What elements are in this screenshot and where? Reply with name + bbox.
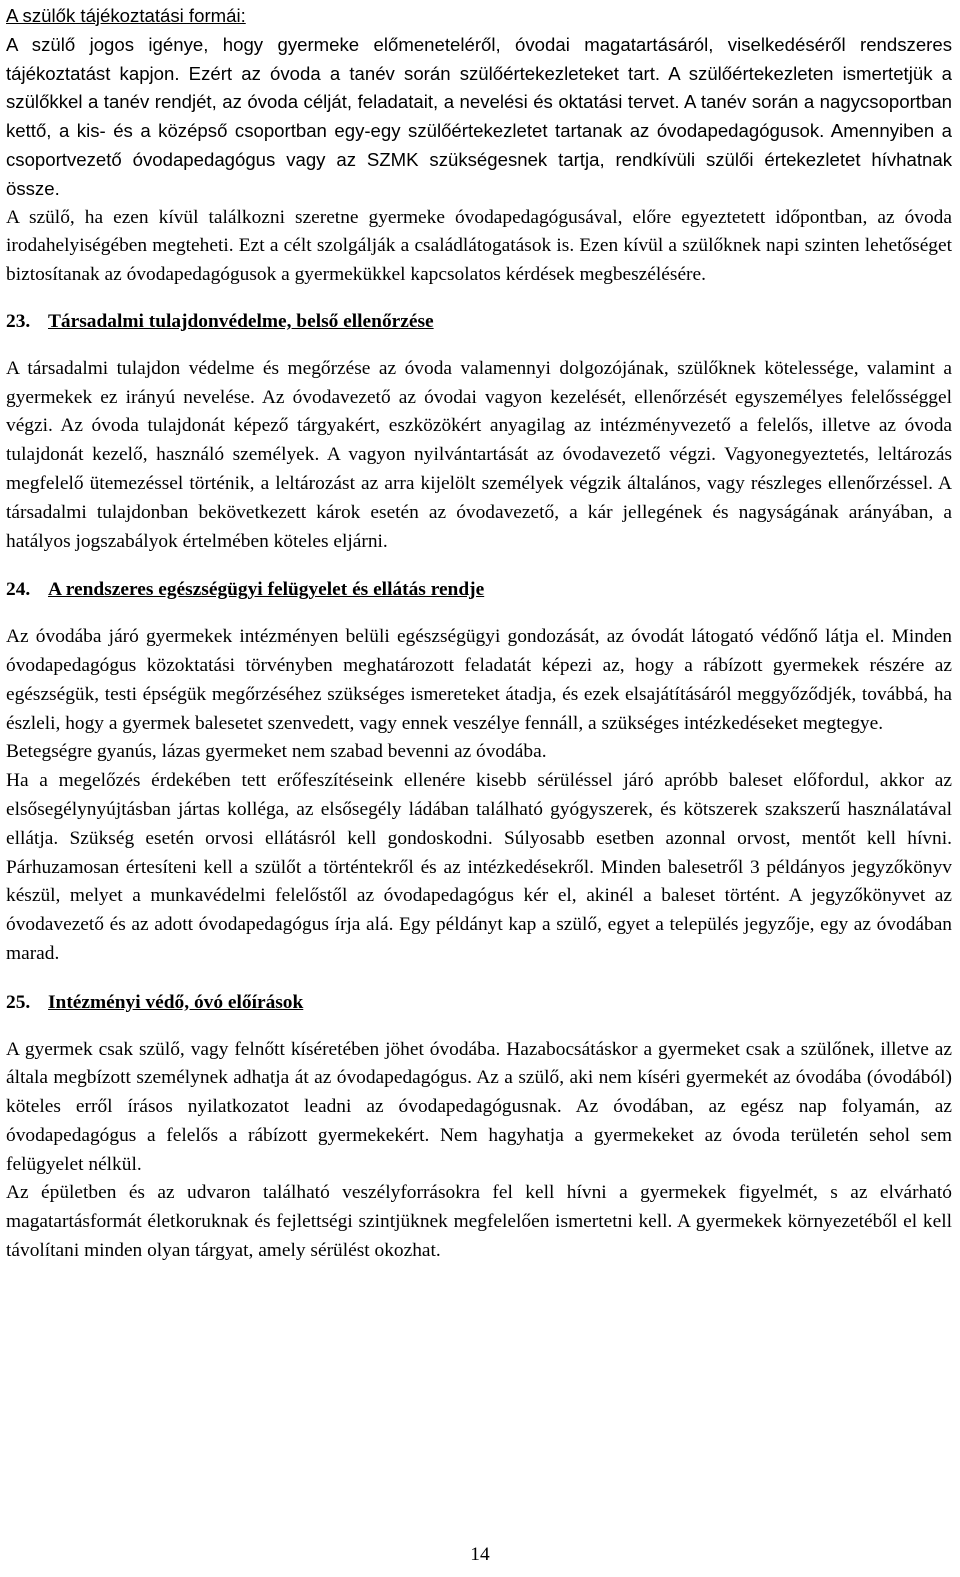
section-heading-23: 23. Társadalmi tulajdonvédelme, belső ellenőrzése <box>6 310 434 332</box>
page-number: 14 <box>470 1544 490 1565</box>
section-23-paragraph-1: A társadalmi tulajdon védelme és megőrzése az óvoda valamennyi dolgozójának, szülőknek kötelessége, valamint a gyermekek ez irányú nevelése. Az óvodavezető az óvodai vagyon kezelését, ellenőrzését egyszemélyes felelősséggel végzi. Az óvoda tulajdonát képező tárgyakért, eszközökért anyagilag az intézményvezető a felelős, illetve az óvoda tulajdonát kezelő, használó személyek. A vagyon nyilvántartását az óvodavezető végzi. Vagyonegyeztetés, leltározás megfelelő ütemezéssel történik, a leltározást az arra kijelölt személyek végzik általános, vagy részleges ellenőrzéssel. A társadalmi tulajdonban bekövetkezett károk esetén az óvodavezető, a kár jellegének és nagyságának arányában, a hatályos jogszabályok értelmében köteles eljárni. <box>6 357 952 552</box>
intro-title: A szülők tájékoztatási formái: <box>6 5 246 26</box>
section-heading-25: 25. Intézményi védő, óvó előírások <box>6 991 304 1013</box>
section-24-paragraph-3: Ha a megelőzés érdekében tett erőfeszítéseink ellenére kisebb sérüléssel járó apróbb baleset előfordul, akkor az elsősegélynyújtásban jártas kollégа, az elsősegély ládában található gyógyszerek, és kötszerek szakszerű használatával ellátja. Szükség esetén orvosi ellátásról kell gondoskodni. Súlyosabb esetben azonnal orvost, mentőt kell hívni. Párhuzamosan értesíteni kell a szülőt a történtekről és az intézkedésekről. Minden balesetről 3 példányos jegyzőkönyv készül, melyet a munkavédelmi felelőstől az óvodapedagógus kér el, akinél a baleset történt. A jegyzőkönyvet az óvodavezető és az adott óvodapedagógus írja alá. Egy példányt kap a szülő, egyet a település jegyzője, egy az óvodában marad. <box>6 770 952 964</box>
section-25-paragraph-2: Az épületben és az udvaron található veszélyforrásokra fel kell hívni a gyermekek figyelmét, s az elvárható magatartásformát életkoruknak és fejlettségi szintjüknek megfelelően ismertetni kell. A gyermekek környezetéből el kell távolítani minden olyan tárgyat, amely sérülést okozhat. <box>6 1182 952 1262</box>
section-heading-24: 24. A rendszeres egészségügyi felügyelet és ellátás rendje <box>6 579 485 601</box>
section-24-paragraph-1: Az óvodába járó gyermekek intézményen belüli egészségügyi gondozását, az óvodát látogató védőnő látja el. Minden óvodapedagógus közoktatási törvényben meghatározott feladatát képezi az, hogy a rábízott gyermekek részére az egészségük, testi épségük megőrzéséhez szükséges ismereteket átadja, és ezek elsajátításáról meggyőződjék, továbbá, ha észleli, hogy a gyermek balesetet szenvedett, vagy ennek veszélye fennáll, a szükséges intézkedéseket megtegye. <box>6 626 952 734</box>
section-24-paragraph-2: Betegségre gyanús, lázas gyermeket nem szabad bevenni az óvodába. <box>6 741 547 763</box>
intro-block <box>6 2 952 204</box>
section-25-paragraph-1: A gyermek csak szülő, vagy felnőtt kíséretében jöhet óvodába. Hazabocsátáskor a gyermeket csak a szülőnek, illetve az általa megbízott személynek adhatja át az óvodapedagógus. Az a szülő, aki nem kíséri gyermekét az óvodába (óvodából) köteles erről írásos nyilatkozatot leadni az óvodapedagógusnak. Az óvodában, az egész nap folyamán, az óvodapedagógus a felelős a rábízott gyermekekért. Nem hagyhatja a gyermekeket az óvoda területén sehol sem felügyelet nélkül. <box>6 1038 952 1175</box>
intro-paragraph-1: A szülő jogos igénye, hogy gyermeke előmeneteléről, óvodai magatartásáról, viselkedéséről rendszeres tájékoztatást kapjon. Ezért az óvoda a tanév során szülőértekezleteket tart. A szülőértekezleten ismertetjük a szülőkkel a tanév rendjét, az óvoda célját, feladatait, a nevelési és oktatási tervet. A tanév során a nagycsoportban kettő, a kis- és a középső csoportban egy-egy szülőértekezletet tartanak az óvodapedagógusok. Amennyiben a csoportvezető óvodapedagógus vagy az SZMK szükségesnek tartja, rendkívüli szülői értekezletet hívhatnak össze. <box>6 33 952 199</box>
intro-paragraph-2: A szülő, ha ezen kívül találkozni szeretne gyermeke óvodapedagógusával, előre egyeztetett időpontban, az óvoda irodahelyiségében megteheti. Ezt a célt szolgálják a családlátogatások is. Ezen kívül a szülőknek napi szinten lehetőséget biztosítanak az óvodapedagógusok a gyermekükkel kapcsolatos kérdések megbeszélésére. <box>6 206 952 286</box>
